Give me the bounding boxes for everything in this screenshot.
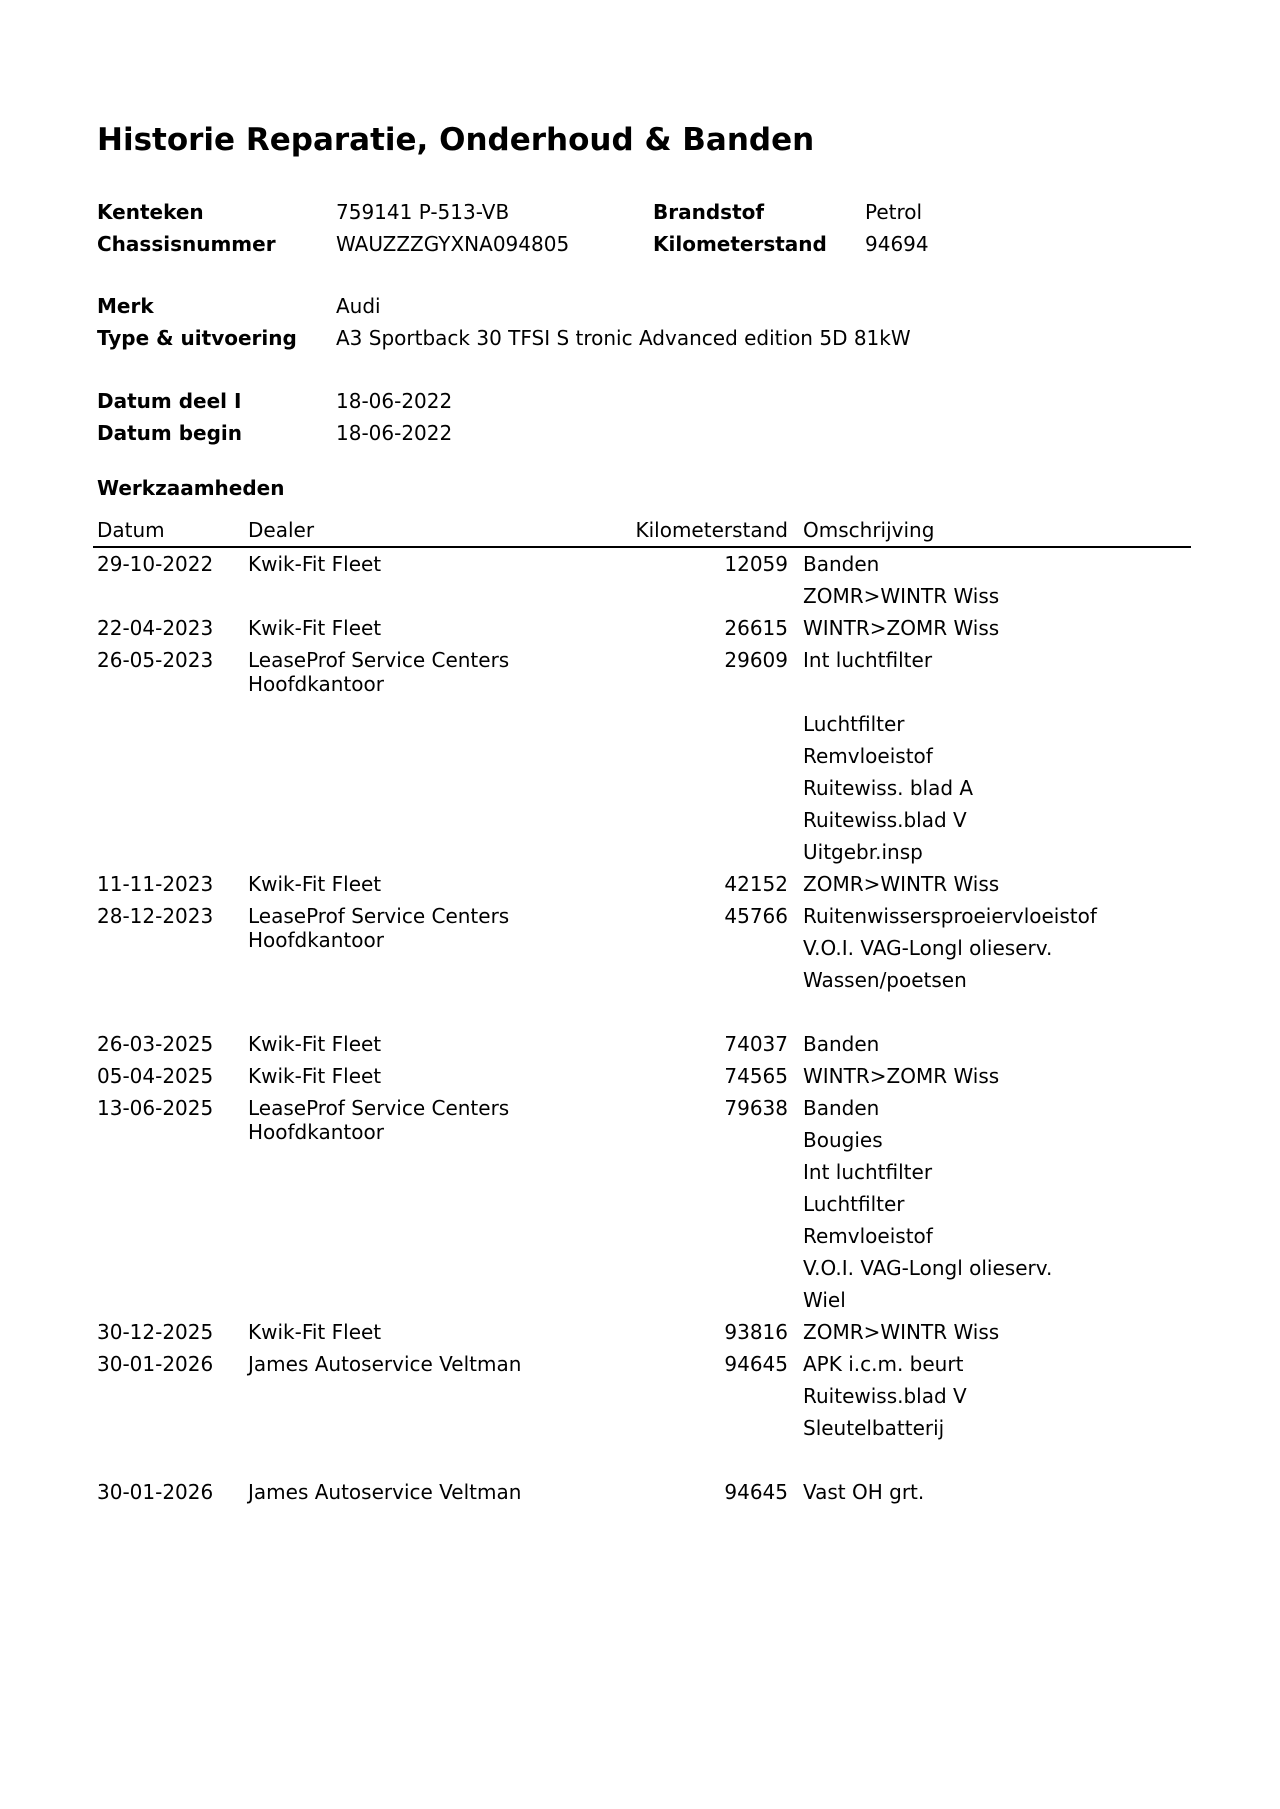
kenteken-label: Kenteken <box>97 200 204 224</box>
omschrijving-item <box>803 676 1183 708</box>
row-omschrijving <box>803 1348 1183 1476</box>
page-title: Historie Reparatie, Onderhoud & Banden <box>97 122 815 158</box>
table-header <box>93 514 1191 548</box>
omschrijving-item: ZOMR>WINTR Wiss <box>803 872 1000 896</box>
omschrijving-item <box>803 1444 1183 1476</box>
omschrijving-item: Banden <box>803 552 880 576</box>
omschrijving-item: WINTR>ZOMR Wiss <box>803 1064 1000 1088</box>
omschrijving-item: Int luchtfilter <box>803 1160 933 1184</box>
omschrijving-item <box>803 996 1183 1028</box>
row-date: 26-05-2023 <box>97 648 214 672</box>
row-omschrijving <box>803 1028 1183 1060</box>
row-dealer: Kwik-Fit Fleet <box>248 872 382 896</box>
omschrijving-item: Ruitewiss.blad V <box>803 808 967 832</box>
vehicle-info-block-2 <box>97 290 1197 354</box>
row-dealer: Kwik-Fit Fleet <box>248 1032 382 1056</box>
info-row-type <box>97 322 1197 354</box>
row-dealer: James Autoservice Veltman <box>248 1480 522 1504</box>
row-dealer: Kwik-Fit Fleet <box>248 1064 382 1088</box>
row-omschrijving <box>803 900 1183 1028</box>
section-title-werkzaamheden: Werkzaamheden <box>97 476 285 500</box>
row-date: 11-11-2023 <box>97 872 214 896</box>
chassis-label: Chassisnummer <box>97 232 276 256</box>
row-dealer: LeaseProf Service Centers Hoofdkantoor <box>248 648 510 696</box>
merk-value: Audi <box>336 294 381 318</box>
row-kilometerstand: 94645 <box>724 1352 788 1376</box>
omschrijving-item: V.O.I. VAG-Longl olieserv. <box>803 936 1053 960</box>
info-row-chassis <box>97 228 1197 260</box>
datum-begin-label: Datum begin <box>97 421 242 445</box>
row-date: 05-04-2025 <box>97 1064 214 1088</box>
row-date: 13-06-2025 <box>97 1096 214 1120</box>
info-row-datum-begin <box>97 417 1197 449</box>
info-row-datum-deel <box>97 385 1197 417</box>
omschrijving-item: Banden <box>803 1096 880 1120</box>
type-label: Type & uitvoering <box>97 326 297 350</box>
table-row <box>93 612 1191 644</box>
omschrijving-item: Ruitewiss. blad A <box>803 776 974 800</box>
header-dealer: Dealer <box>248 518 315 542</box>
header-km: Kilometerstand <box>635 518 788 542</box>
row-date: 22-04-2023 <box>97 616 214 640</box>
table-row <box>93 644 1191 868</box>
chassis-value: WAUZZZGYXNA094805 <box>336 232 570 256</box>
table-row <box>93 868 1191 900</box>
omschrijving-item: Int luchtfilter <box>803 648 933 672</box>
omschrijving-item: WINTR>ZOMR Wiss <box>803 616 1000 640</box>
row-dealer: LeaseProf Service Centers Hoofdkantoor <box>248 904 510 952</box>
row-kilometerstand: 94645 <box>724 1480 788 1504</box>
brandstof-label: Brandstof <box>653 200 765 224</box>
omschrijving-item: Vast OH grt. <box>803 1480 925 1504</box>
row-omschrijving <box>803 612 1183 644</box>
row-omschrijving <box>803 1092 1183 1316</box>
omschrijving-item: Remvloeistof <box>803 1224 933 1248</box>
table-row <box>93 1092 1191 1316</box>
type-value: A3 Sportback 30 TFSI S tronic Advanced edition 5D 81kW <box>336 326 911 350</box>
row-omschrijving <box>803 1316 1183 1348</box>
kenteken-value: 759141 P-513-VB <box>336 200 510 224</box>
table-row <box>93 1316 1191 1348</box>
omschrijving-item: Ruitewiss.blad V <box>803 1384 967 1408</box>
row-kilometerstand: 74565 <box>724 1064 788 1088</box>
kilometerstand-label: Kilometerstand <box>653 232 827 256</box>
table-row <box>93 1060 1191 1092</box>
merk-label: Merk <box>97 294 154 318</box>
table-row <box>93 1348 1191 1476</box>
omschrijving-item: ZOMR>WINTR Wiss <box>803 1320 1000 1344</box>
vehicle-info-block-3 <box>97 385 1197 449</box>
header-date: Datum <box>97 518 165 542</box>
omschrijving-item: Sleutelbatterij <box>803 1416 945 1440</box>
row-omschrijving <box>803 1060 1183 1092</box>
row-omschrijving <box>803 1476 1183 1508</box>
omschrijving-item: Banden <box>803 1032 880 1056</box>
row-date: 28-12-2023 <box>97 904 214 928</box>
row-kilometerstand: 45766 <box>724 904 788 928</box>
row-date: 29-10-2022 <box>97 552 214 576</box>
row-omschrijving <box>803 548 1183 612</box>
datum-deel-value: 18-06-2022 <box>336 389 453 413</box>
row-omschrijving <box>803 868 1183 900</box>
row-kilometerstand: 79638 <box>724 1096 788 1120</box>
table-row <box>93 1028 1191 1060</box>
row-dealer: Kwik-Fit Fleet <box>248 1320 382 1344</box>
omschrijving-item: Bougies <box>803 1128 883 1152</box>
omschrijving-item: Wiel <box>803 1288 846 1312</box>
kilometerstand-value: 94694 <box>865 232 929 256</box>
info-row-kenteken <box>97 196 1197 228</box>
info-row-merk <box>97 290 1197 322</box>
datum-begin-value: 18-06-2022 <box>336 421 453 445</box>
row-kilometerstand: 26615 <box>724 616 788 640</box>
row-date: 26-03-2025 <box>97 1032 214 1056</box>
datum-deel-label: Datum deel I <box>97 389 242 413</box>
table-row <box>93 900 1191 1028</box>
omschrijving-item: ZOMR>WINTR Wiss <box>803 584 1000 608</box>
omschrijving-item: V.O.I. VAG-Longl olieserv. <box>803 1256 1053 1280</box>
omschrijving-item: Ruitenwissersproeiervloeistof <box>803 904 1097 928</box>
brandstof-value: Petrol <box>865 200 923 224</box>
table-row <box>93 1476 1191 1508</box>
vehicle-info-block-1 <box>97 196 1197 260</box>
omschrijving-item: Luchtfilter <box>803 1192 905 1216</box>
table-row <box>93 548 1191 612</box>
row-kilometerstand: 74037 <box>724 1032 788 1056</box>
omschrijving-item: Uitgebr.insp <box>803 840 923 864</box>
records-table <box>93 548 1191 1508</box>
row-kilometerstand: 42152 <box>724 872 788 896</box>
row-date: 30-12-2025 <box>97 1320 214 1344</box>
row-dealer: LeaseProf Service Centers Hoofdkantoor <box>248 1096 510 1144</box>
row-dealer: Kwik-Fit Fleet <box>248 552 382 576</box>
row-date: 30-01-2026 <box>97 1480 214 1504</box>
header-desc: Omschrijving <box>803 518 935 542</box>
row-dealer: Kwik-Fit Fleet <box>248 616 382 640</box>
row-kilometerstand: 29609 <box>724 648 788 672</box>
omschrijving-item: Luchtfilter <box>803 712 905 736</box>
omschrijving-item: APK i.c.m. beurt <box>803 1352 964 1376</box>
row-kilometerstand: 12059 <box>724 552 788 576</box>
row-omschrijving <box>803 644 1183 868</box>
row-kilometerstand: 93816 <box>724 1320 788 1344</box>
row-date: 30-01-2026 <box>97 1352 214 1376</box>
row-dealer: James Autoservice Veltman <box>248 1352 522 1376</box>
omschrijving-item: Remvloeistof <box>803 744 933 768</box>
omschrijving-item: Wassen/poetsen <box>803 968 967 992</box>
